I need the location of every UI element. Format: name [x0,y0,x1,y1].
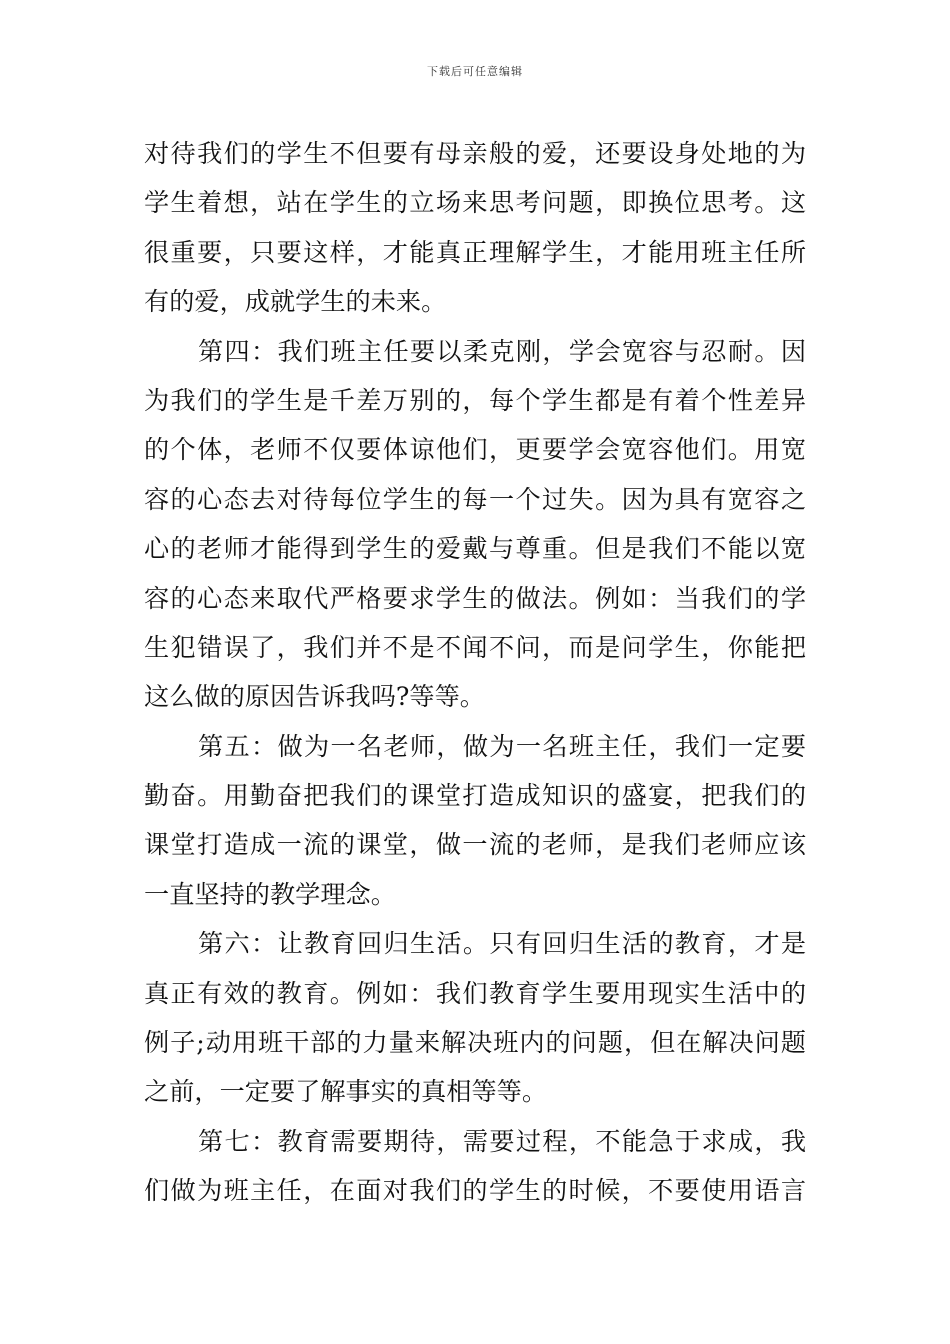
text-line: 为我们的学生是千差万别的，每个学生都是有着个性差异 [144,385,806,415]
text-line: 生犯错误了，我们并不是不闻不问，而是问学生，你能把 [144,632,806,662]
text-line: 心的老师才能得到学生的爱戴与尊重。但是我们不能以宽 [144,534,806,564]
text-line: 之前，一定要了解事实的真相等等。 [144,1077,547,1107]
text-line: 对待我们的学生不但要有母亲般的爱，还要设身处地的为 [144,139,806,168]
text-line: 第六：让教育回归生活。只有回归生活的教育，才是 [198,929,806,959]
document-body [144,129,806,1216]
text-line: 的个体，老师不仅要体谅他们，更要学会宽容他们。用宽 [144,435,806,465]
text-line: 例子;动用班干部的力量来解决班内的问题，但在解决问题 [144,1028,806,1058]
text-line: 一直坚持的教学理念。 [144,879,396,909]
text-line: 第七：教育需要期待，需要过程，不能急于求成，我 [198,1126,806,1156]
text-line: 课堂打造成一流的课堂，做一流的老师，是我们老师应该 [144,830,806,860]
text-line: 真正有效的教育。例如：我们教育学生要用现实生活中的 [144,978,806,1008]
page-header: 下载后可任意编辑 [427,65,523,78]
text-line: 第五：做为一名老师，做为一名班主任，我们一定要 [198,731,806,761]
text-line: 有的爱，成就学生的未来。 [144,287,447,317]
text-line: 很重要，只要这样，才能真正理解学生，才能用班主任所 [144,237,806,267]
text-line: 学生着想，站在学生的立场来思考问题，即换位思考。这 [144,188,806,218]
text-line: 容的心态去对待每位学生的每一个过失。因为具有宽容之 [144,484,806,514]
text-line: 勤奋。用勤奋把我们的课堂打造成知识的盛宴，把我们的 [144,781,806,811]
text-line: 第四：我们班主任要以柔克刚，学会宽容与忍耐。因 [198,336,806,366]
text-line: 这么做的原因告诉我吗?等等。 [144,682,485,712]
text-line: 们做为班主任，在面对我们的学生的时候，不要使用语言 [144,1176,806,1206]
text-line: 容的心态来取代严格要求学生的做法。例如：当我们的学 [144,583,806,613]
